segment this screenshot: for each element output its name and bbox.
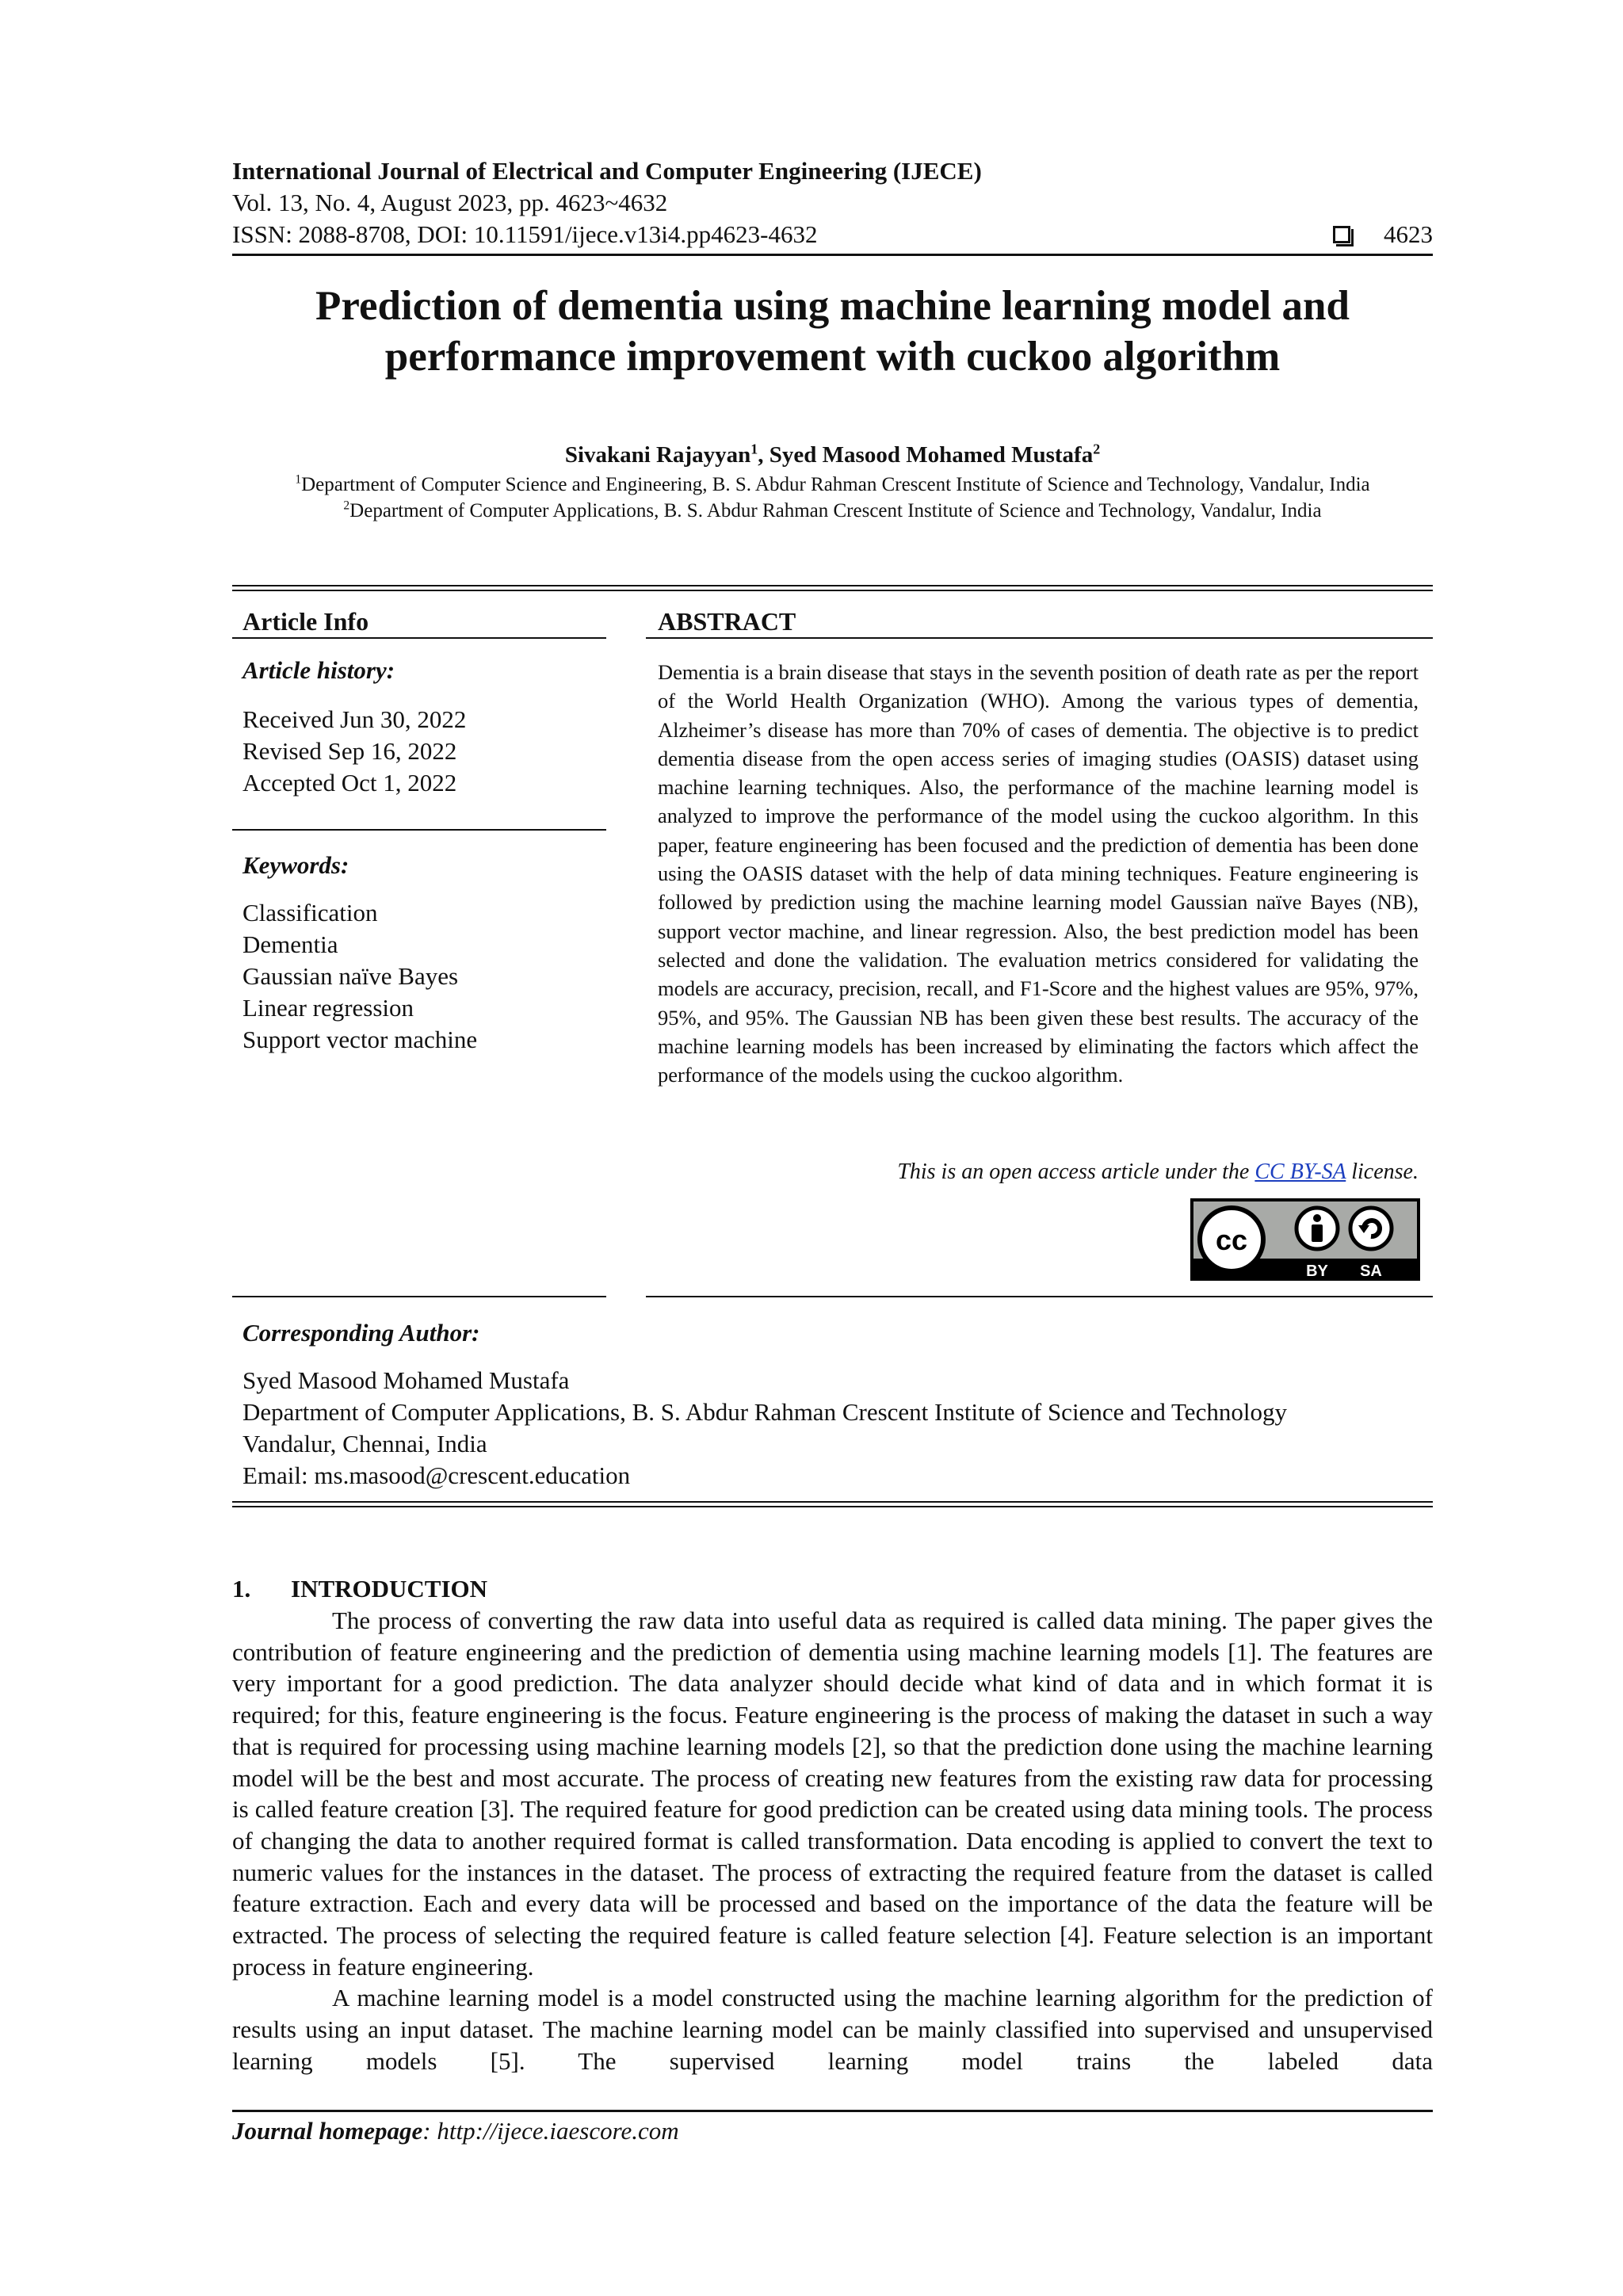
keyword-item: Gaussian naïve Bayes xyxy=(242,962,459,990)
affiliation-1 xyxy=(232,472,1433,498)
page-number: 4623 xyxy=(1384,220,1433,248)
author-affiliation-mark: 2 xyxy=(1093,441,1101,457)
box-bullet-icon xyxy=(1333,226,1350,243)
info-box-top-rule xyxy=(232,585,1433,586)
abstract-text: Dementia is a brain disease that stays in the seventh position of death rate as per the report of the World Health Organization (WHO). Among the various types of dementia, Alzheimer’s disease has more than 70% of cases of dementia. The objective is to predict dementia disease from the open access series of imaging studies (OASIS) dataset using machine learning techniques. Also, the performance of the machine learning model is analyzed to improve the performance of the model using the cuckoo algorithm. In this paper, feature engineering has been focused and the prediction of dementia has been done using the OASIS dataset with the help of data mining techniques. Feature engineering is followed by prediction using the machine learning model Gaussian naïve Bayes (NB), support vector machine, and linear regression. Also, the best prediction model has been selected and done the validation. The evaluation metrics considered for validating the models are accuracy, precision, recall, and F1-Score and the highest values are 95%, 97%, 95%, and 95%. The Gaussian NB has been given these best results. The accuracy of the machine learning models has been increased by eliminating the factors which affect the performance of the models using the cuckoo algorithm. xyxy=(658,660,1419,1087)
license-prefix: This is an open access article under the xyxy=(897,1159,1255,1184)
author-separator: , xyxy=(758,442,769,468)
cc-by-sa-icon xyxy=(1190,1198,1420,1281)
keyword-item: Dementia xyxy=(242,930,338,958)
author-list xyxy=(232,441,1433,469)
section-title: INTRODUCTION xyxy=(291,1575,488,1603)
homepage-url[interactable]: : http://ijece.iaescore.com xyxy=(422,2117,679,2145)
revised-date: Revised Sep 16, 2022 xyxy=(242,737,457,765)
corresponding-author-department: Department of Computer Applications, B. S. Abdur Rahman Crescent Institute of Science and Technology xyxy=(242,1398,1287,1426)
abstract-heading: ABSTRACT xyxy=(658,607,796,636)
author-name: Syed Masood Mohamed Mustafa xyxy=(769,442,1094,468)
section-heading-introduction xyxy=(232,1573,487,1605)
abstract-rule xyxy=(646,637,1433,639)
cc-by-sa-badge[interactable] xyxy=(1190,1198,1420,1281)
journal-homepage xyxy=(232,2115,679,2147)
title-line-1: Prediction of dementia using machine learning model and xyxy=(315,283,1350,329)
title-line-2: performance improvement with cuckoo algorithm xyxy=(384,334,1281,380)
corresponding-author-location: Vandalur, Chennai, India xyxy=(242,1430,487,1457)
info-box-top-rule-2 xyxy=(232,590,1433,591)
abstract-bottom-rule xyxy=(646,1296,1433,1297)
journal-name: International Journal of Electrical and Computer Engineering (IJECE) xyxy=(232,157,982,185)
corresponding-author-name: Syed Masood Mohamed Mustafa xyxy=(242,1366,570,1394)
author-affiliation-mark: 1 xyxy=(750,441,758,457)
affiliation-text: Department of Computer Science and Engineering, B. S. Abdur Rahman Crescent Institute of Science and Technology, Vandalur, India xyxy=(301,474,1370,495)
volume-info: Vol. 13, No. 4, August 2023, pp. 4623~4632 xyxy=(232,189,668,216)
keywords-heading: Keywords: xyxy=(242,851,349,879)
article-info-bottom-rule xyxy=(232,1296,606,1297)
footer-rule xyxy=(232,2110,1433,2112)
article-info-rule xyxy=(232,637,606,639)
paper-title xyxy=(232,281,1433,382)
info-box-bottom-rule-2 xyxy=(232,1506,1433,1507)
corresponding-author-email: Email: ms.masood@crescent.education xyxy=(242,1461,631,1489)
corresponding-author-heading: Corresponding Author: xyxy=(242,1319,480,1347)
license-link[interactable]: CC BY-SA xyxy=(1254,1159,1346,1184)
issn-doi: ISSN: 2088-8708, DOI: 10.11591/ijece.v13i4.pp4623-4632 xyxy=(232,220,818,248)
article-info-heading: Article Info xyxy=(242,607,369,636)
keyword-item: Linear regression xyxy=(242,994,414,1022)
keywords-rule xyxy=(232,829,606,831)
by-label: BY xyxy=(1306,1263,1328,1280)
keyword-item: Classification xyxy=(242,899,378,926)
introduction-body xyxy=(232,1605,1433,2077)
info-box-bottom-rule xyxy=(232,1501,1433,1503)
accepted-date: Accepted Oct 1, 2022 xyxy=(242,769,457,797)
keyword-item: Support vector machine xyxy=(242,1026,478,1053)
affiliation-2 xyxy=(232,499,1433,524)
sa-label: SA xyxy=(1360,1263,1382,1280)
homepage-label: Journal homepage xyxy=(232,2117,423,2145)
author-name: Sivakani Rajayyan xyxy=(564,442,751,468)
license-statement xyxy=(897,1158,1419,1186)
paragraph: The process of converting the raw data into useful data as required is called data mining. The paper gives the contribution of feature engineering and the prediction of dementia using machine learning models [1]. The features are very important for a good prediction. The data analyzer should decide what kind of data and in which format it is required; for this, feature engineering is the focus. Feature engineering is the process of making the dataset in such a way that is required for processing using machine learning models [2], so that the prediction done using the machine learning model will be the best and most accurate. The process of creating new features from the existing raw data for processing is called feature creation [3]. The required feature for good prediction can be created using data mining tools. The process of changing the data to another required format is called transformation. Data encoding is applied to convert the text to numeric values for the instances in the dataset. The process of extracting the required feature from the dataset is called feature extraction. Each and every data will be processed and based on the importance of the data the feature will be extracted. The process of selecting the required feature is called feature selection [4]. Feature selection is an important process in feature engineering. xyxy=(232,1606,1433,1981)
affiliation-mark: 2 xyxy=(343,499,350,513)
header-rule xyxy=(232,254,1433,256)
article-history-heading: Article history: xyxy=(242,656,395,684)
affiliation-mark: 1 xyxy=(295,472,302,487)
received-date: Received Jun 30, 2022 xyxy=(242,705,467,733)
page-number-block xyxy=(1333,219,1433,250)
license-suffix: license. xyxy=(1346,1159,1419,1184)
paragraph: A machine learning model is a model constructed using the machine learning algorithm for the prediction of results using an input dataset. The machine learning model can be mainly classified into supervised and unsupervised learning models [5]. The supervised learning model trains the labeled data xyxy=(232,1984,1433,2075)
affiliation-text: Department of Computer Applications, B. S. Abdur Rahman Crescent Institute of Science and Technology, Vandalur, India xyxy=(349,500,1322,521)
cc-glyph: cc xyxy=(1215,1224,1248,1256)
section-number: 1. xyxy=(232,1575,251,1603)
